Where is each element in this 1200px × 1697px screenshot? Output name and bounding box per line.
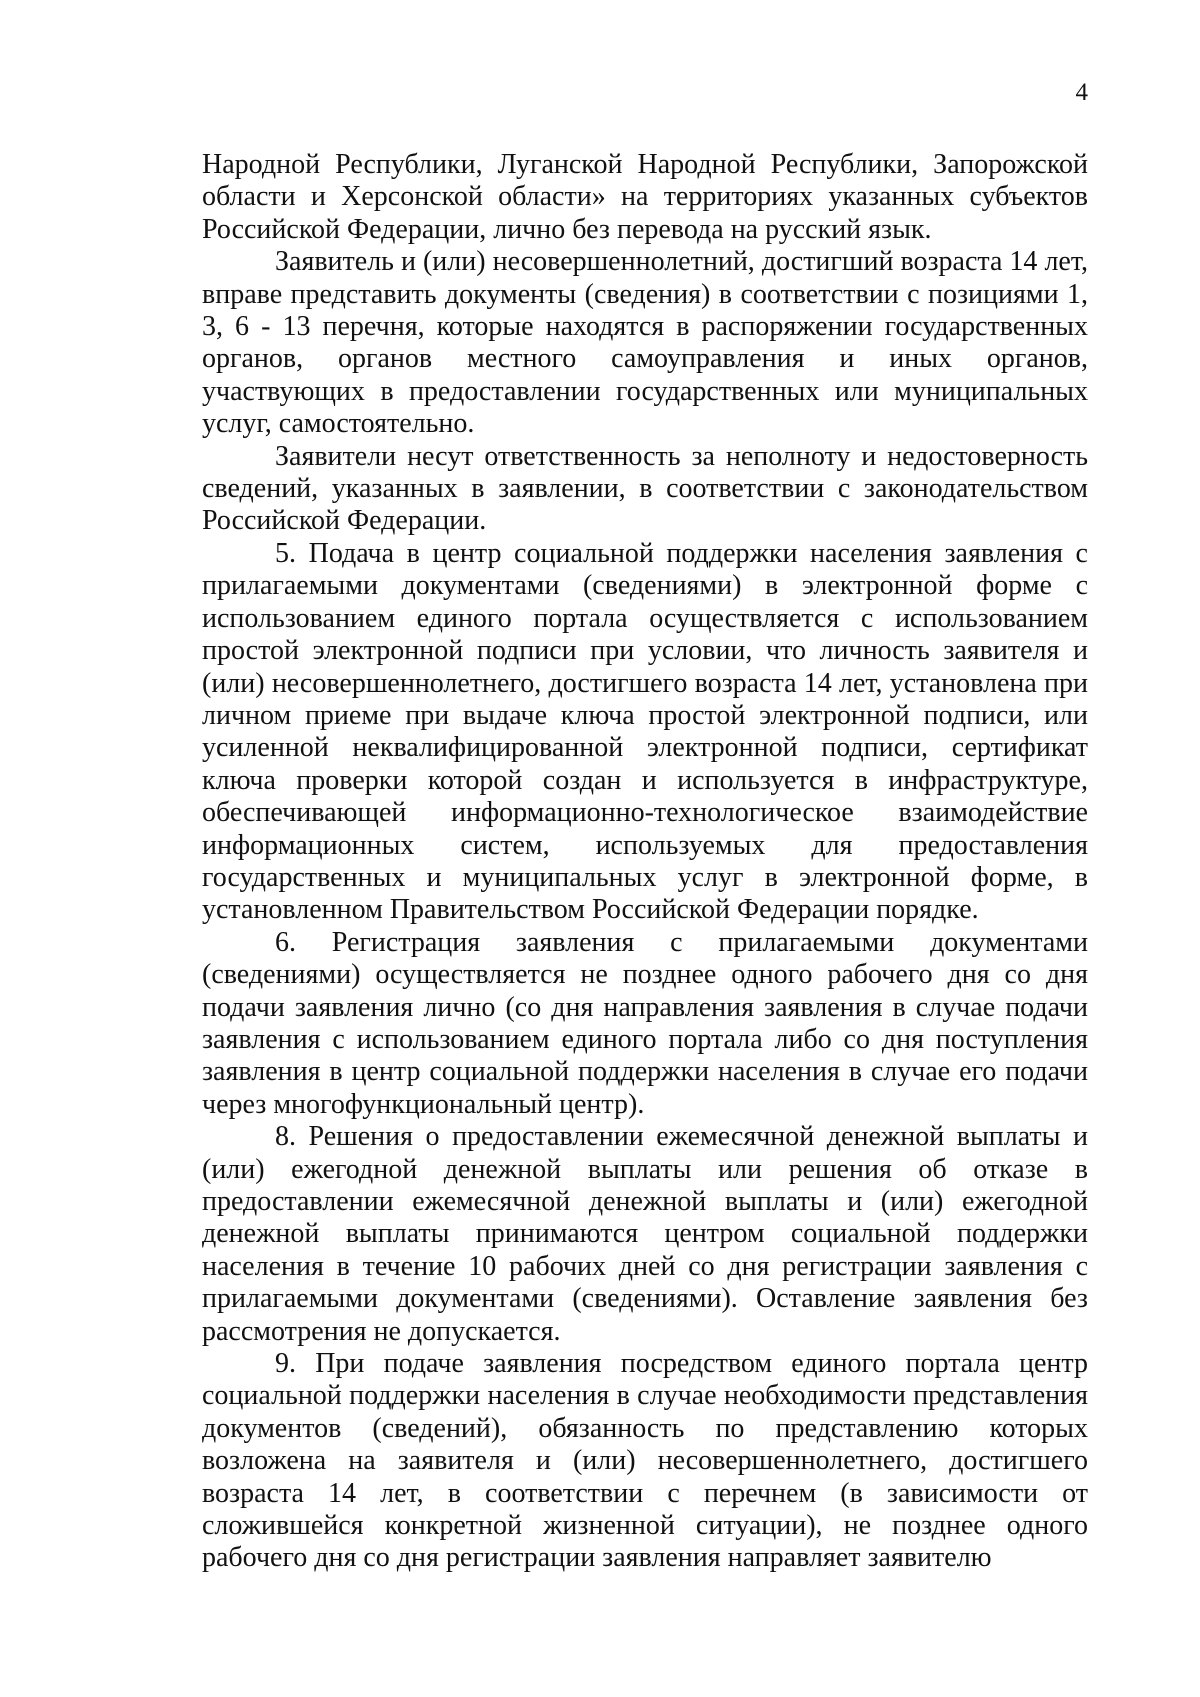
paragraph-responsibility: Заявители несут ответственность за неполноту и недостоверность сведений, указанных в заявлении, в соответствии с законодательством Российской Федерации. [202, 440, 1088, 537]
page-number: 4 [1075, 79, 1088, 106]
paragraph-continuation: Народной Республики, Луганской Народной Республики, Запорожской области и Херсонской области» на территориях указанных субъектов Российской Федерации, лично без перевода на русский язык. [202, 149, 1088, 245]
paragraph-applicant-rights: Заявитель и (или) несовершеннолетний, достигший возраста 14 лет, вправе представить документы (сведения) в соответствии с позициями 1, 3, 6 - 13 перечня, которые находятся в распоряжении государственных органов, органов местного самоуправления и иных органов, участвующих в предоставлении государственных или муниципальных услуг, самостоятельно. [202, 246, 1088, 440]
paragraph-item-9: 9. При подаче заявления посредством единого портала центр социальной поддержки населения в случае необходимости представления документов (сведений), обязанность по представлению которых возложена на заявителя и (или) несовершеннолетнего, достигшего возраста 14 лет, в соответствии с перечнем (в зависимости от сложившейся конкретной жизненной ситуации), не позднее одного рабочего дня со дня регистрации заявления направляет заявителю [202, 1348, 1088, 1574]
paragraph-item-8: 8. Решения о предоставлении ежемесячной денежной выплаты и (или) ежегодной денежной выплаты или решения об отказе в предоставлении ежемесячной денежной выплаты и (или) ежегодной денежной выплаты принимаются центром социальной поддержки населения в течение 10 рабочих дней со дня регистрации заявления с прилагаемыми документами (сведениями). Оставление заявления без рассмотрения не допускается. [202, 1121, 1088, 1347]
document-body [202, 149, 1088, 1575]
paragraph-item-5: 5. Подача в центр социальной поддержки населения заявления с прилагаемыми документами (сведениями) в электронной форме с использованием единого портала осуществляется с использованием простой электронной подписи при условии, что личность заявителя и (или) несовершеннолетнего, достигшего возраста 14 лет, установлена при личном приеме при выдаче ключа простой электронной подписи, или усиленной неквалифицированной электронной подписи, сертификат ключа проверки которой создан и используется в инфраструктуре, обеспечивающей информационно-технологическое взаимодействие информационных систем, используемых для предоставления государственных и муниципальных услуг в электронной форме, в установленном Правительством Российской Федерации порядке. [202, 537, 1088, 926]
paragraph-item-6: 6. Регистрация заявления с прилагаемыми документами (сведениями) осуществляется не позднее одного рабочего дня со дня подачи заявления лично (со дня направления заявления в случае подачи заявления с использованием единого портала либо со дня поступления заявления в центр социальной поддержки населения в случае его подачи через многофункциональный центр). [202, 926, 1088, 1120]
